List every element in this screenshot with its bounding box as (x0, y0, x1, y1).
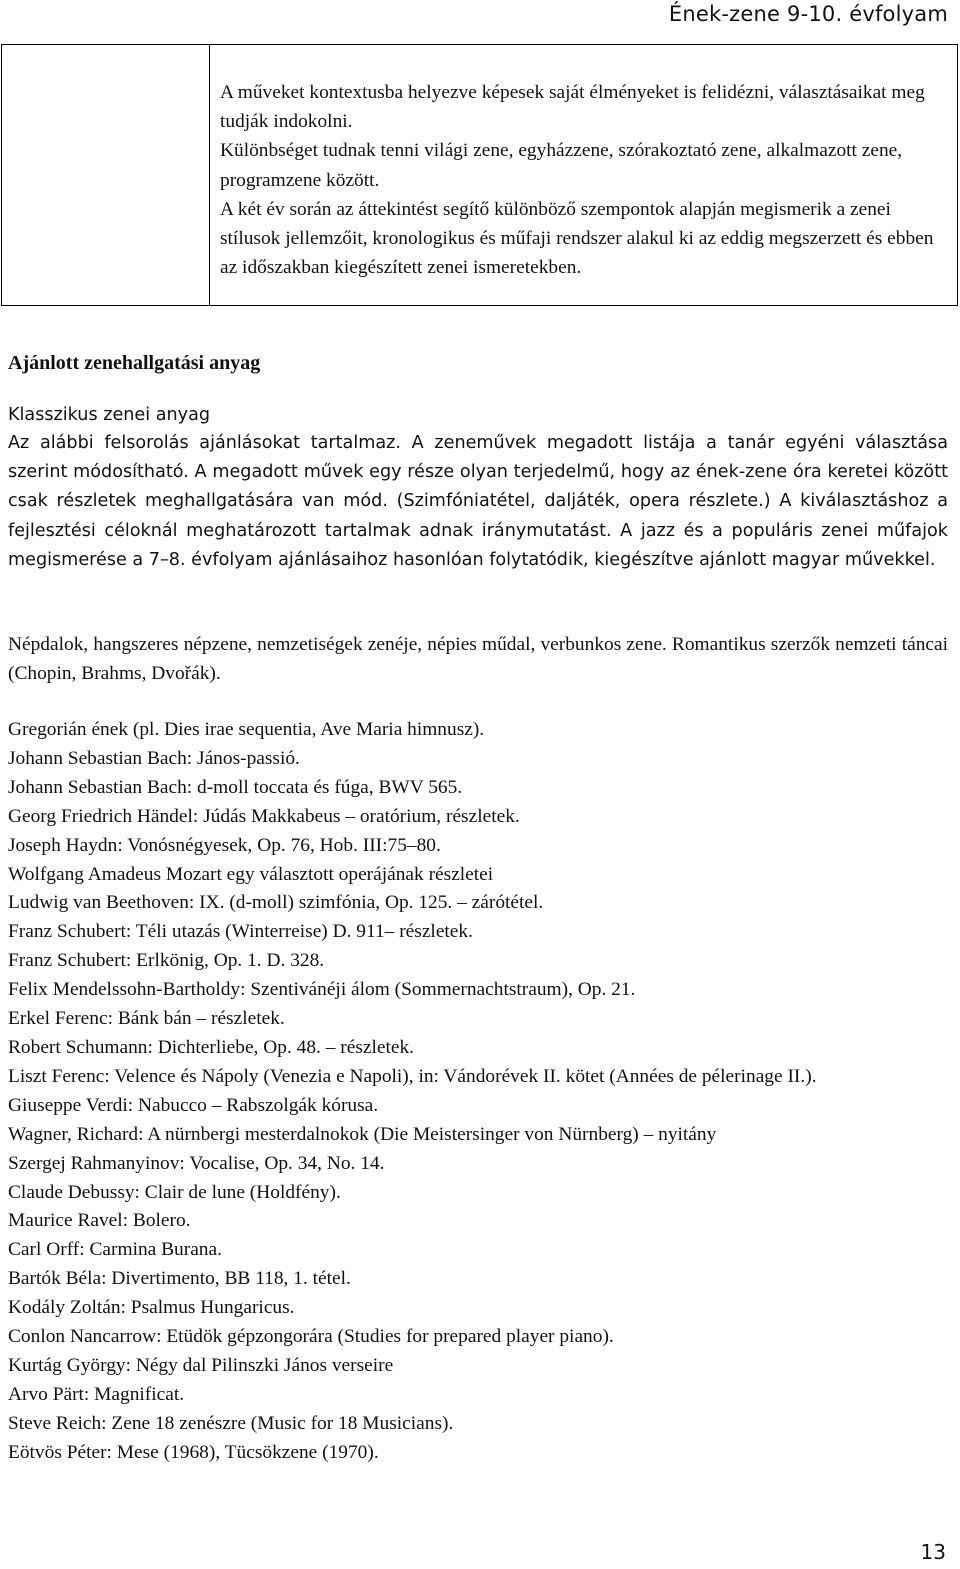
list-item: Ludwig van Beethoven: IX. (d-moll) szimfónia, Op. 125. – zárótétel. (8, 892, 544, 914)
folk-music-paragraph: Népdalok, hangszeres népzene, nemzetiségek zenéje, népies műdal, verbunkos zene. Romantikus szerzők nemzeti táncai (Chopin, Brahms, Dvořák). (8, 634, 948, 685)
outcome-paragraph: Különbséget tudnak tenni világi zene, egyházzene, szórakoztató zene, alkalmazott zene, programzene között. (220, 140, 903, 191)
list-item: Johann Sebastian Bach: d-moll toccata és fúga, BWV 565. (8, 776, 463, 798)
list-item: Gregorián ének (pl. Dies irae sequentia, Ave Maria himnusz). (8, 719, 485, 740)
objectives-table (1, 44, 958, 306)
table-cell-outcomes (220, 78, 950, 282)
list-item: Bartók Béla: Divertimento, BB 118, 1. tétel. (8, 1268, 351, 1290)
list-item: Robert Schumann: Dichterliebe, Op. 48. – részletek. (8, 1036, 415, 1058)
list-item: Szergej Rahmanyinov: Vocalise, Op. 34, No. 14. (8, 1152, 385, 1174)
page-number: 13 (920, 1540, 946, 1564)
listening-works-list (8, 716, 948, 1468)
list-item: Steve Reich: Zene 18 zenészre (Music for 18 Musicians). (8, 1412, 454, 1434)
list-item: Kurtág György: Négy dal Pilinszki János verseire (8, 1354, 394, 1376)
list-item: Erkel Ferenc: Bánk bán – részletek. (8, 1008, 285, 1030)
section-subtitle: Klasszikus zenei anyag (8, 405, 211, 425)
outcome-paragraph: A két év során az áttekintést segítő különböző szempontok alapján megismerik a zenei stílusok jellemzőit, kronologikus és műfaji rendszer alakul ki az eddig megszerzett és ebben az időszakban kiegészített zenei ismeretekben. (220, 198, 934, 279)
list-item: Giuseppe Verdi: Nabucco – Rabszolgák kórusa. (8, 1094, 379, 1116)
list-item: Joseph Haydn: Vonósnégyesek, Op. 76, Hob. III:75–80. (8, 834, 441, 856)
section-title: Ajánlott zenehallgatási anyag (8, 352, 261, 374)
list-item: Wagner, Richard: A nürnbergi mesterdalnokok (Die Meistersinger von Nürnberg) – nyitány (8, 1123, 717, 1145)
table-column-divider (209, 45, 210, 305)
list-item: Georg Friedrich Händel: Júdás Makkabeus – oratórium, részletek. (8, 805, 520, 827)
list-item: Arvo Pärt: Magnificat. (8, 1383, 185, 1405)
running-header: Ének-zene 9-10. évfolyam (668, 2, 948, 26)
list-item: Carl Orff: Carmina Burana. (8, 1239, 222, 1261)
list-item: Maurice Ravel: Bolero. (8, 1210, 191, 1232)
list-item: Kodály Zoltán: Psalmus Hungaricus. (8, 1297, 295, 1319)
list-item: Claude Debussy: Clair de lune (Holdfény). (8, 1181, 341, 1203)
list-item: Liszt Ferenc: Velence és Nápoly (Venezia e Napoli), in: Vándorévek II. kötet (Années de pélerinage II.). (8, 1065, 817, 1087)
outcome-paragraph: A műveket kontextusba helyezve képesek saját élményeket is felidézni, választásaikat meg tudják indokolni. (220, 82, 925, 133)
list-item: Wolfgang Amadeus Mozart egy választott operájának részletei (8, 863, 494, 885)
list-item: Conlon Nancarrow: Etüdök gépzongorára (Studies for prepared player piano). (8, 1326, 614, 1348)
intro-paragraph: Az alábbi felsorolás ajánlásokat tartalmaz. A zeneművek megadott listája a tanár egyéni választása szerint módosítható. A megadott művek egy része olyan terjedelmű, hogy az ének-zene óra keretei között csak részletek meghallgatására van mód. (Szimfóniatétel, daljáték, opera részlete.) A kiválasztáshoz a fejlesztési céloknál meghatározott tartalmak adnak iránymutatást. A jazz és a populáris zenei műfajok megismerése a 7–8. évfolyam ajánlásaihoz hasonlóan folytatódik, kiegészítve ajánlott magyar művekkel. (8, 433, 948, 570)
list-item: Felix Mendelssohn-Bartholdy: Szentivánéji álom (Sommernachtstraum), Op. 21. (8, 979, 636, 1001)
list-item: Franz Schubert: Téli utazás (Winterreise) D. 911– részletek. (8, 921, 473, 943)
list-item: Franz Schubert: Erlkönig, Op. 1. D. 328. (8, 950, 325, 972)
list-item: Eötvös Péter: Mese (1968), Tücsökzene (1970). (8, 1441, 379, 1463)
list-item: Johann Sebastian Bach: János-passió. (8, 747, 300, 769)
